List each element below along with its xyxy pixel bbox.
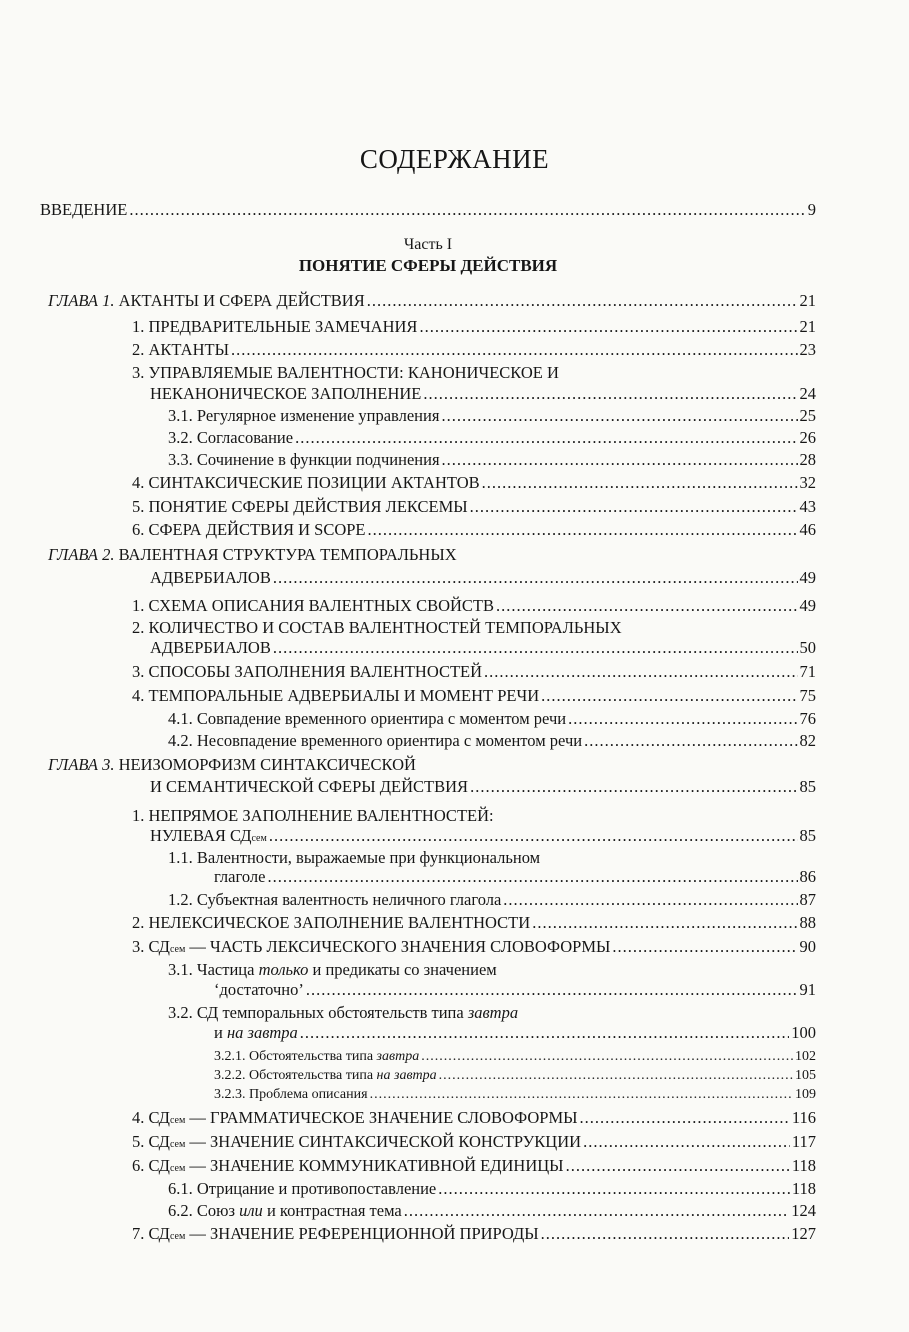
section-number: 4. (132, 1108, 145, 1127)
page-number: 49 (799, 568, 816, 587)
section-number: 3. (132, 937, 145, 956)
toc-entry-1-3-3[interactable] (168, 450, 816, 470)
entry-title: Валентности, выражаемые при функциональном (196, 848, 541, 867)
entry-title-italic: или (239, 1201, 263, 1220)
section-number: 1. (132, 596, 145, 615)
entry-title: — ГРАММАТИЧЕСКОЕ ЗНАЧЕНИЕ СЛОВОФОРМЫ (189, 1108, 578, 1127)
leader-dots (532, 913, 797, 933)
toc-entry-1-6[interactable] (132, 520, 816, 540)
leader-dots (484, 662, 797, 682)
toc-entry-chapter-3-line1 (48, 755, 416, 775)
toc-entry-1-1[interactable] (132, 317, 816, 337)
section-number: 1. (132, 317, 145, 336)
section-number: 6.1. (168, 1179, 193, 1198)
toc-entry-chapter-2-line1 (48, 545, 457, 565)
entry-title: глаголе (214, 867, 266, 886)
toc-entry-3-1-2[interactable] (168, 890, 816, 910)
entry-title: — ЗНАЧЕНИЕ СИНТАКСИЧЕСКОЙ КОНСТРУКЦИИ (189, 1132, 582, 1151)
entry-title: АКТАНТЫ И СФЕРА ДЕЙСТВИЯ (118, 291, 365, 310)
leader-dots (423, 384, 797, 404)
page-number: 23 (799, 340, 816, 359)
page-number: 91 (799, 980, 816, 999)
entry-title-part: Обстоятельства типа (249, 1049, 374, 1064)
page-number: 26 (799, 428, 816, 447)
leader-dots (584, 731, 797, 751)
section-number: 5. (132, 1132, 145, 1151)
entry-title-part: и контрастная тема (266, 1201, 402, 1220)
sd-term: СД (148, 1224, 170, 1243)
page-number: 86 (799, 867, 816, 886)
page-number: 127 (791, 1224, 816, 1243)
leader-dots (566, 1156, 790, 1176)
toc-entry-3-1-1-line1 (168, 848, 540, 868)
section-number: 3. (132, 363, 145, 382)
page-number: 49 (799, 596, 816, 615)
sem-superscript: сем (169, 1231, 186, 1242)
toc-entry-3-3-1[interactable] (214, 980, 816, 1000)
leader-dots (269, 826, 798, 846)
toc-entry-3-3-2-3[interactable] (214, 1085, 816, 1105)
section-number: 3.2. (168, 1003, 193, 1022)
entry-title: И СЕМАНТИЧЕСКОЙ СФЕРЫ ДЕЙСТВИЯ (150, 777, 469, 796)
entry-title: СХЕМА ОПИСАНИЯ ВАЛЕНТНЫХ СВОЙСТВ (148, 596, 495, 615)
entry-title: СИНТАКСИЧЕСКИЕ ПОЗИЦИИ АКТАНТОВ (148, 473, 480, 492)
section-number: 6.2. (168, 1201, 193, 1220)
page-number: 75 (799, 686, 816, 705)
leader-dots (419, 317, 797, 337)
toc-entry-3-3[interactable] (132, 937, 816, 960)
page-number: 87 (799, 890, 816, 909)
section-number: 2. (132, 913, 145, 932)
entry-title: Согласование (196, 428, 294, 447)
toc-entry-1-3[interactable] (150, 384, 816, 404)
chapter-prefix: ГЛАВА 1. (48, 291, 115, 310)
entry-title: НУЛЕВАЯ (150, 826, 226, 845)
page-number: 32 (799, 473, 816, 492)
leader-dots (541, 1224, 790, 1244)
section-number: 6. (132, 520, 145, 539)
leader-dots (470, 497, 798, 517)
page-number: 102 (795, 1049, 816, 1064)
entry-title: НЕИЗОМОРФИЗМ СИНТАКСИЧЕСКОЙ (118, 755, 416, 774)
leader-dots (231, 340, 798, 360)
entry-title: Сочинение в функции подчинения (196, 450, 440, 469)
part-label: Часть I (403, 236, 453, 253)
page-title: СОДЕРЖАНИЕ (359, 144, 550, 174)
entry-title: Несовпадение временного ориентира с моментом речи (196, 731, 583, 750)
page-number: 116 (791, 1108, 816, 1127)
toc-entry-chapter-3[interactable] (150, 777, 816, 797)
leader-dots (295, 428, 797, 448)
leader-dots (273, 638, 798, 658)
section-number: 3.3. (168, 450, 193, 469)
sd-term: СД (148, 1108, 170, 1127)
leader-dots (441, 406, 797, 426)
toc-entry-3-3-2-line1 (168, 1003, 518, 1023)
section-number: 4.1. (168, 709, 193, 728)
entry-title: Отрицание и противопоставление (196, 1179, 437, 1198)
section-number: 6. (132, 1156, 145, 1175)
page-number: 117 (791, 1132, 816, 1151)
toc-entry-chapter-2[interactable] (150, 568, 816, 588)
entry-title-italic: завтра (376, 1049, 420, 1064)
leader-dots (368, 520, 798, 540)
entry-title-part: Союз (196, 1201, 235, 1220)
entry-title: СФЕРА ДЕЙСТВИЯ И SCOPE (148, 520, 366, 539)
entry-title: — ЗНАЧЕНИЕ КОММУНИКАТИВНОЙ ЕДИНИЦЫ (189, 1156, 564, 1175)
toc-entry-3-2[interactable] (132, 913, 816, 933)
toc-entry-3-3-1-line1 (168, 960, 497, 980)
leader-dots (129, 200, 805, 220)
leader-dots (404, 1201, 790, 1221)
toc-entry-3-1[interactable] (150, 826, 816, 849)
section-number: 3.1. (168, 406, 193, 425)
page-number: 21 (799, 317, 816, 336)
leader-dots (273, 568, 798, 588)
entry-title: НЕКАНОНИЧЕСКОЕ ЗАПОЛНЕНИЕ (150, 384, 422, 403)
toc-entry-3-4[interactable] (132, 1108, 816, 1131)
page-number: 109 (795, 1087, 816, 1102)
toc-entry-2-4[interactable] (132, 686, 816, 706)
leader-dots (583, 1132, 790, 1152)
leader-dots (470, 777, 797, 797)
page-number: 71 (799, 662, 816, 681)
toc-entry-3-5[interactable] (132, 1132, 816, 1155)
entry-title: ‘достаточно’ (214, 980, 304, 999)
leader-dots (442, 450, 798, 470)
section-number: 1. (132, 806, 145, 825)
page-number: 100 (791, 1023, 816, 1042)
entry-title: АДВЕРБИАЛОВ (150, 638, 271, 657)
sem-superscript: сем (169, 1139, 186, 1150)
leader-dots (580, 1108, 790, 1128)
leader-dots (300, 1023, 789, 1043)
toc-entry-chapter-1[interactable] (48, 291, 816, 311)
toc-entry-1-5[interactable] (132, 497, 816, 517)
toc-entry-3-1-line1 (132, 806, 494, 826)
toc-entry-2-4-1[interactable] (168, 709, 816, 729)
entry-title: Совпадение временного ориентира с моментом речи (196, 709, 567, 728)
toc-entry-1-3-line1 (132, 363, 559, 383)
section-number: 3.1. (168, 960, 193, 979)
toc-entry-3-3-2[interactable] (214, 1023, 816, 1043)
entry-title-italic: на завтра (226, 1023, 298, 1042)
entry-title: Регулярное изменение управления (196, 406, 440, 425)
sem-superscript: сем (169, 1163, 186, 1174)
entry-title: — ЧАСТЬ ЛЕКСИЧЕСКОГО ЗНАЧЕНИЯ СЛОВОФОРМЫ (189, 937, 611, 956)
section-number: 1.1. (168, 848, 193, 867)
leader-dots (482, 473, 798, 493)
leader-dots (503, 890, 797, 910)
entry-title: АКТАНТЫ (148, 340, 229, 359)
page-number: 124 (791, 1201, 816, 1220)
page-number: 88 (799, 913, 816, 932)
entry-title-italic: только (258, 960, 309, 979)
entry-title: Проблема описания (249, 1087, 368, 1102)
leader-dots (568, 709, 797, 729)
leader-dots (367, 291, 798, 311)
toc-entry-2-2-line1 (132, 618, 622, 638)
page-number: 118 (791, 1156, 816, 1175)
entry-title: — ЗНАЧЕНИЕ РЕФЕРЕНЦИОННОЙ ПРИРОДЫ (189, 1224, 539, 1243)
sd-term: СД (230, 826, 252, 845)
toc-entry-intro[interactable] (40, 200, 816, 220)
section-number: 7. (132, 1224, 145, 1243)
toc-entry-2-1[interactable] (132, 596, 816, 616)
leader-dots (438, 1179, 790, 1199)
section-number: 2. (132, 340, 145, 359)
entry-title-part: Обстоятельства типа (249, 1068, 374, 1083)
entry-title: ВАЛЕНТНАЯ СТРУКТУРА ТЕМПОРАЛЬНЫХ (118, 545, 457, 564)
page-number: 9 (807, 200, 816, 219)
entry-title-part: и предикаты со значением (312, 960, 497, 979)
section-number: 4. (132, 473, 145, 492)
section-number: 3. (132, 662, 145, 681)
toc-entry-1-3-2[interactable] (168, 428, 816, 448)
page-number: 25 (799, 406, 816, 425)
entry-title: ВВЕДЕНИЕ (40, 200, 128, 219)
page-number: 105 (795, 1068, 816, 1083)
leader-dots (306, 980, 798, 1000)
entry-title: КОЛИЧЕСТВО И СОСТАВ ВАЛЕНТНОСТЕЙ ТЕМПОРАЛЬНЫХ (148, 618, 622, 637)
page-number: 43 (799, 497, 816, 516)
sem-superscript: сем (251, 833, 267, 844)
entry-title-part: Частица (196, 960, 255, 979)
page-number: 85 (799, 777, 816, 796)
section-number: 3.2. (168, 428, 193, 447)
section-number: 3.2.1. (214, 1049, 246, 1064)
entry-title: АДВЕРБИАЛОВ (150, 568, 271, 587)
entry-title-italic: завтра (467, 1003, 519, 1022)
toc-entry-2-2[interactable] (150, 638, 816, 658)
leader-dots (496, 596, 797, 616)
toc-entry-1-2[interactable] (132, 340, 816, 360)
page-number: 85 (799, 826, 816, 845)
chapter-prefix: ГЛАВА 2. (48, 545, 115, 564)
entry-title: НЕЛЕКСИЧЕСКОЕ ЗАПОЛНЕНИЕ ВАЛЕНТНОСТИ (148, 913, 531, 932)
toc-entry-3-7[interactable] (132, 1224, 816, 1247)
page-number: 90 (799, 937, 816, 956)
page-number: 118 (791, 1179, 816, 1198)
entry-title: ПРЕДВАРИТЕЛЬНЫЕ ЗАМЕЧАНИЯ (148, 317, 418, 336)
part-heading: ПОНЯТИЕ СФЕРЫ ДЕЙСТВИЯ (298, 256, 558, 275)
entry-title: НЕПРЯМОЕ ЗАПОЛНЕНИЕ ВАЛЕНТНОСТЕЙ: (148, 806, 494, 825)
toc-entry-1-3-1[interactable] (168, 406, 816, 426)
page-number: 46 (799, 520, 816, 539)
entry-title-part: и (214, 1023, 223, 1042)
sem-superscript: сем (169, 944, 186, 955)
toc-entry-2-3[interactable] (132, 662, 816, 682)
page-number: 21 (799, 291, 816, 310)
page-number: 28 (799, 450, 816, 469)
entry-title: СПОСОБЫ ЗАПОЛНЕНИЯ ВАЛЕНТНОСТЕЙ (148, 662, 483, 681)
leader-dots (439, 1066, 793, 1086)
entry-title: УПРАВЛЯЕМЫЕ ВАЛЕНТНОСТИ: КАНОНИЧЕСКОЕ И (148, 363, 559, 382)
section-number: 4.2. (168, 731, 193, 750)
toc-entry-3-6[interactable] (132, 1156, 816, 1179)
toc-entry-2-4-2[interactable] (168, 731, 816, 751)
page-number: 50 (799, 638, 816, 657)
sem-superscript: сем (169, 1115, 186, 1126)
section-number: 3.2.3. (214, 1087, 246, 1102)
entry-title-italic: на завтра (376, 1068, 437, 1083)
section-number: 5. (132, 497, 145, 516)
sd-term: СД (148, 937, 170, 956)
toc-entry-3-1-1[interactable] (214, 867, 816, 887)
sd-term: СД (148, 1156, 170, 1175)
toc-entry-1-4[interactable] (132, 473, 816, 493)
entry-title: ТЕМПОРАЛЬНЫЕ АДВЕРБИАЛЫ И МОМЕНТ РЕЧИ (148, 686, 540, 705)
leader-dots (612, 937, 797, 957)
leader-dots (421, 1047, 793, 1067)
toc-entry-3-3-2-2[interactable] (214, 1066, 816, 1086)
chapter-prefix: ГЛАВА 3. (48, 755, 115, 774)
page-number: 24 (799, 384, 816, 403)
leader-dots (370, 1085, 793, 1105)
entry-title: Субъектная валентность неличного глагола (196, 890, 502, 909)
leader-dots (267, 867, 797, 887)
toc-entry-3-6-1[interactable] (168, 1179, 816, 1199)
page-number: 76 (799, 709, 816, 728)
page-number: 82 (799, 731, 816, 750)
section-number: 3.2.2. (214, 1068, 246, 1083)
toc-entry-3-6-2[interactable] (168, 1201, 816, 1221)
section-number: 2. (132, 618, 145, 637)
section-number: 1.2. (168, 890, 193, 909)
sd-term: СД (148, 1132, 170, 1151)
toc-entry-3-3-2-1[interactable] (214, 1047, 816, 1067)
section-number: 4. (132, 686, 145, 705)
entry-title-part: СД темпоральных обстоятельств типа (196, 1003, 464, 1022)
leader-dots (541, 686, 797, 706)
entry-title: ПОНЯТИЕ СФЕРЫ ДЕЙСТВИЯ ЛЕКСЕМЫ (148, 497, 468, 516)
